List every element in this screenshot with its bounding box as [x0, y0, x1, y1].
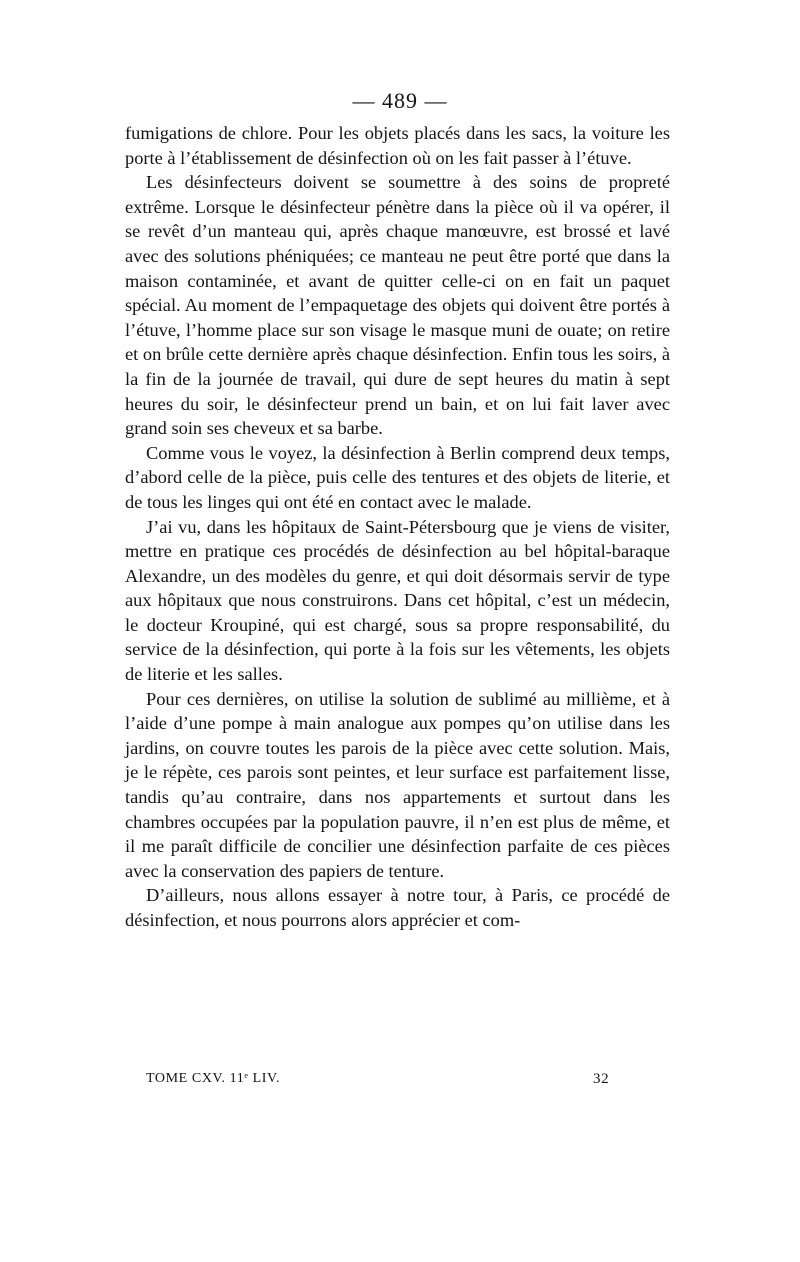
- paragraph-6: D’ailleurs, nous allons essayer à notre tour, à Paris, ce procédé de désinfection, et nous pourrons alors apprécier et com-: [125, 885, 670, 930]
- page-number: — 489 —: [352, 88, 448, 113]
- paragraph-5: Pour ces dernières, on utilise la solution de sublimé au millième, et à l’aide d’une pompe à main analogue aux pompes qu’on utilise dans les jardins, on couvre toutes les parois de la pièce avec cette solution. Mais, je le répète, ces parois sont peintes, et leur surface est parfaitement lisse, tandis qu’au contraire, dans nos appartements et surtout dans les chambres occupées par la population pauvre, il n’en est plus de même, et il me paraît difficile de concilier une désinfection parfaite de ces pièces avec la conservation des papiers de tenture.: [125, 688, 670, 881]
- paragraph-2: Les désinfecteurs doivent se soumettre à des soins de propreté extrême. Lorsque le désinfecteur pénètre dans la pièce où il va opérer, il se revêt d’un manteau qui, après chaque manœuvre, est brossé et lavé avec des solutions phéniquées; ce manteau ne peut être porté que dans la maison contaminée, et avant de quitter celle-ci on en fait un paquet spécial. Au moment de l’empaquetage des objets qui doivent être portés à l’étuve, l’homme place sur son visage le masque muni de ouate; on retire et on brûle cette dernière après chaque désinfection. Enfin tous les soirs, à la fin de la journée de travail, qui dure de sept heures du matin à sept heures du soir, le désinfecteur prend un bain, et on lui fait laver avec grand soin ses cheveux et sa barbe.: [125, 172, 670, 439]
- body-text: [125, 121, 670, 933]
- paragraph-4: J’ai vu, dans les hôpitaux de Saint-Pétersbourg que je viens de visiter, mettre en pratique ces procédés de désinfection au bel hôpital-baraque Alexandre, un des modèles du genre, et qui doit désormais servir de type aux hôpitaux que nous construirons. Dans cet hôpital, c’est un médecin, le docteur Kroupiné, qui est chargé, sous sa propre responsabilité, du service de la désinfection, qui porte à la fois sur les vêtements, les objets de literie et les salles.: [125, 516, 670, 685]
- paragraph-3: Comme vous le voyez, la désinfection à Berlin comprend deux temps, d’abord celle de la pièce, puis celle des tentures et des objets de literie, et de tous les linges qui ont été en contact avec le malade.: [125, 442, 670, 512]
- volume-signature: TOME CXV. 11ᵉ LIV.: [146, 1071, 281, 1086]
- sheet-number: 32: [593, 1071, 610, 1087]
- paragraph-1: fumigations de chlore. Pour les objets placés dans les sacs, la voiture les porte à l’établissement de désinfection où on les fait passer à l’étuve.: [125, 123, 670, 168]
